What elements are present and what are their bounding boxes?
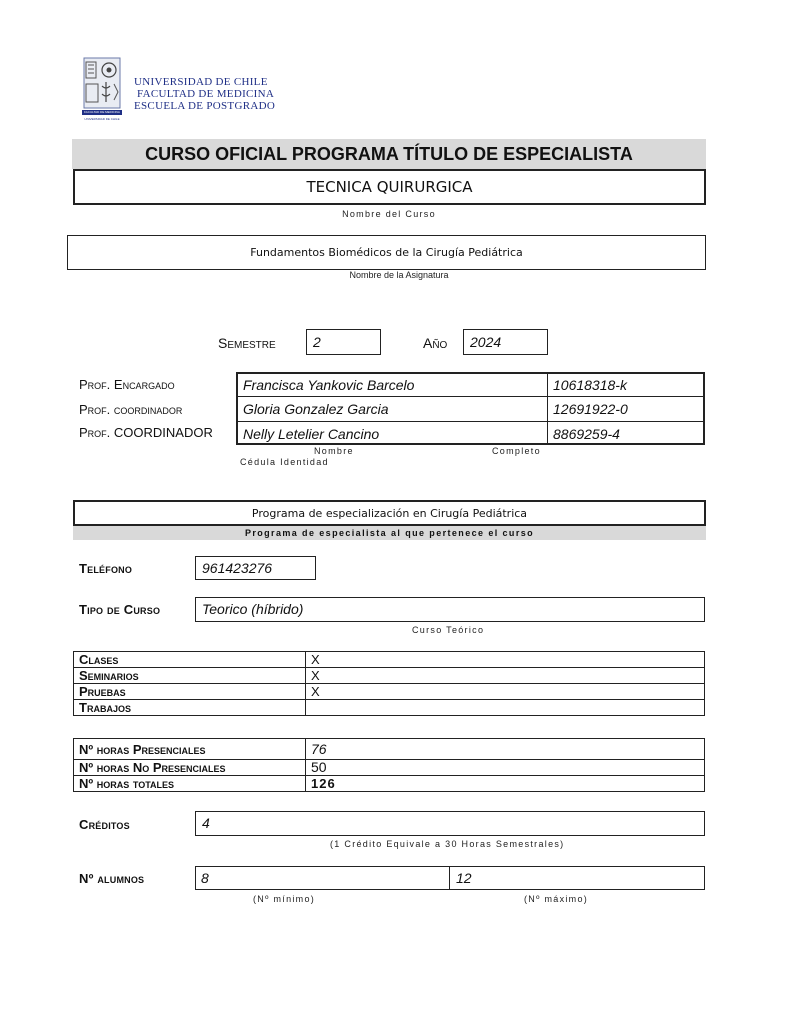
table-row [74,652,705,668]
hours-value: 50 [306,760,705,776]
program-field: Programa de especialización en Cirugía Pediátrica [73,500,706,526]
subject-caption: Nombre de la Asignatura [349,270,449,280]
professor-id-caption: Cédula Identidad [240,457,329,467]
professor-name-caption: Nombre [314,446,354,456]
hours-label: Nº horas No Presenciales [74,760,306,776]
course-type-caption: Curso Teórico [412,625,485,635]
hours-value: 76 [306,739,705,760]
credits-label: Créditos [79,817,130,832]
course-name-caption: Nombre del Curso [342,209,436,219]
students-min-value: 8 [201,870,209,886]
credits-caption: (1 Crédito Equivale a 30 Horas Semestrales) [330,839,565,849]
professor-role: Prof. COORDINADOR [79,425,213,440]
activity-mark: X [306,684,705,700]
table-row [74,739,705,760]
students-max-value: 12 [456,870,472,886]
students-min-caption: (Nº mínimo) [253,894,316,904]
activity-label: Seminarios [74,668,306,684]
hours-value: 126 [306,776,705,792]
year-field: 2024 [463,329,548,355]
university-name: UNIVERSIDAD DE CHILE [134,76,268,88]
professor-complete-caption: Completo [492,446,541,456]
professor-role: Prof. coordinador [79,402,183,417]
semester-field: 2 [306,329,381,355]
professor-name: Gloria Gonzalez Garcia [243,401,389,417]
credits-field: 4 [195,811,705,836]
hours-label: Nº horas totales [74,776,306,792]
logo-caption-2: UNIVERSIDAD DE CHILE [84,117,120,121]
professor-name: Francisca Yankovic Barcelo [243,377,415,393]
activity-label: Trabajos [74,700,306,716]
table-row [74,776,705,792]
table-row [74,700,705,716]
program-caption: Programa de especialista al que pertenece el curso [73,526,706,540]
students-label: Nº alumnos [79,871,145,886]
activity-label: Clases [74,652,306,668]
table-row [74,760,705,776]
students-max-caption: (Nº máximo) [524,894,589,904]
hours-table [73,738,705,792]
professor-id: 12691922-0 [553,401,628,417]
table-row [74,684,705,700]
table-row [74,668,705,684]
students-field [195,866,705,890]
course-name-field: TECNICA QUIRURGICA [73,169,706,205]
phone-label: Teléfono [79,561,133,576]
page-title: CURSO OFICIAL PROGRAMA TÍTULO DE ESPECIALISTA [72,139,706,169]
professor-id: 10618318-k [553,377,627,393]
logo-caption: FACULTAD DE MEDICINA [84,110,120,114]
activities-table [73,651,705,716]
faculty-name: FACULTAD DE MEDICINA [137,88,275,100]
university-logo [80,56,124,124]
professor-id: 8869259-4 [553,426,620,442]
professors-table [236,372,705,445]
professor-role: Prof. Encargado [79,377,175,392]
course-type-field: Teorico (híbrido) [195,597,705,622]
course-type-label: Tipo de Curso [79,602,161,617]
activity-mark [306,700,705,716]
activity-mark: X [306,668,705,684]
school-name: ESCUELA DE POSTGRADO [134,100,276,112]
professor-name: Nelly Letelier Cancino [243,426,380,442]
activity-label: Pruebas [74,684,306,700]
hours-label: Nº horas Presenciales [74,739,306,760]
subject-field: Fundamentos Biomédicos de la Cirugía Pediátrica [67,235,706,270]
activity-mark: X [306,652,705,668]
semester-label: Semestre [218,335,276,351]
phone-field: 961423276 [195,556,316,580]
year-label: Año [423,335,448,351]
